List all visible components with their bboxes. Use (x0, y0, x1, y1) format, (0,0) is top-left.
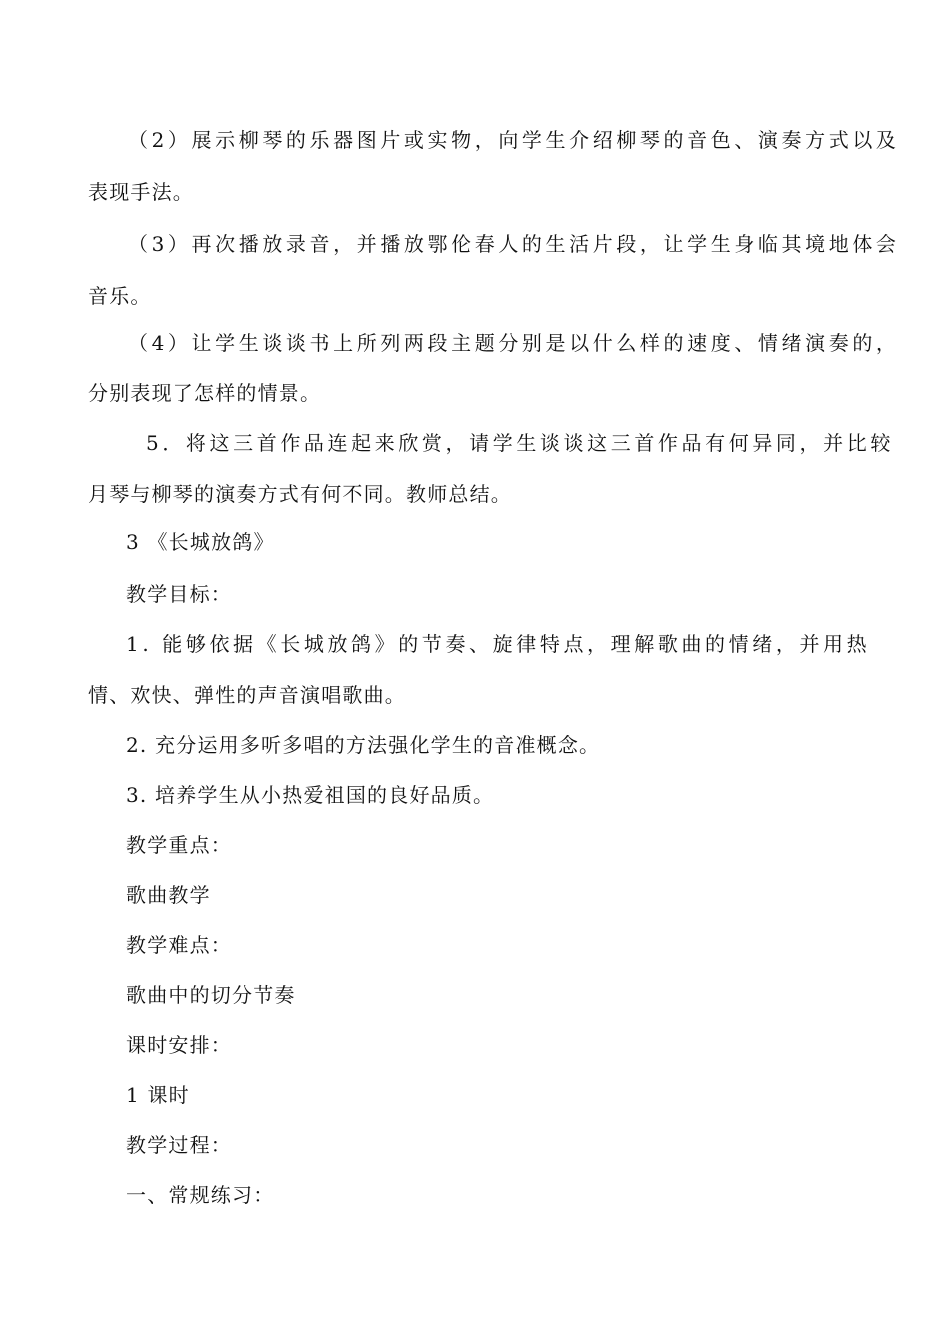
text-line: 1 课时 (126, 1083, 190, 1107)
text-line: 歌曲中的切分节奏 (126, 983, 296, 1007)
text-line: 教学难点： (126, 933, 232, 957)
text-line: 1. 能够依据《长城放鸽》的节奏、旋律特点，理解歌曲的情绪，并用热 (126, 632, 871, 656)
text-line: 情、欢快、弹性的声音演唱歌曲。 (88, 683, 406, 707)
text-line: （3）再次播放录音，并播放鄂伦春人的生活片段，让学生身临其境地体会 (128, 232, 900, 256)
text-line: 教学目标： (126, 582, 232, 606)
text-line: 歌曲教学 (126, 883, 211, 907)
text-line: 5．将这三首作品连起来欣赏，请学生谈谈这三首作品有何异同，并比较 (146, 431, 894, 455)
text-line: 教学重点： (126, 833, 232, 857)
text-line: 音乐。 (88, 284, 152, 308)
text-line: 分别表现了怎样的情景。 (88, 381, 322, 405)
text-line: 3. 培养学生从小热爱祖国的良好品质。 (126, 783, 495, 807)
text-line: 月琴与柳琴的演奏方式有何不同。教师总结。 (88, 482, 512, 506)
section-heading: 3 《长城放鸽》 (126, 530, 275, 554)
text-line: 表现手法。 (88, 180, 194, 204)
text-line: 2. 充分运用多听多唱的方法强化学生的音准概念。 (126, 733, 601, 757)
text-line: 教学过程： (126, 1133, 232, 1157)
text-line: （2）展示柳琴的乐器图片或实物，向学生介绍柳琴的音色、演奏方式以及 (128, 128, 900, 152)
text-line: 一、常规练习： (126, 1183, 275, 1207)
text-line: （4）让学生谈谈书上所列两段主题分别是以什么样的速度、情绪演奏的， (128, 331, 900, 355)
text-line: 课时安排： (126, 1033, 232, 1057)
